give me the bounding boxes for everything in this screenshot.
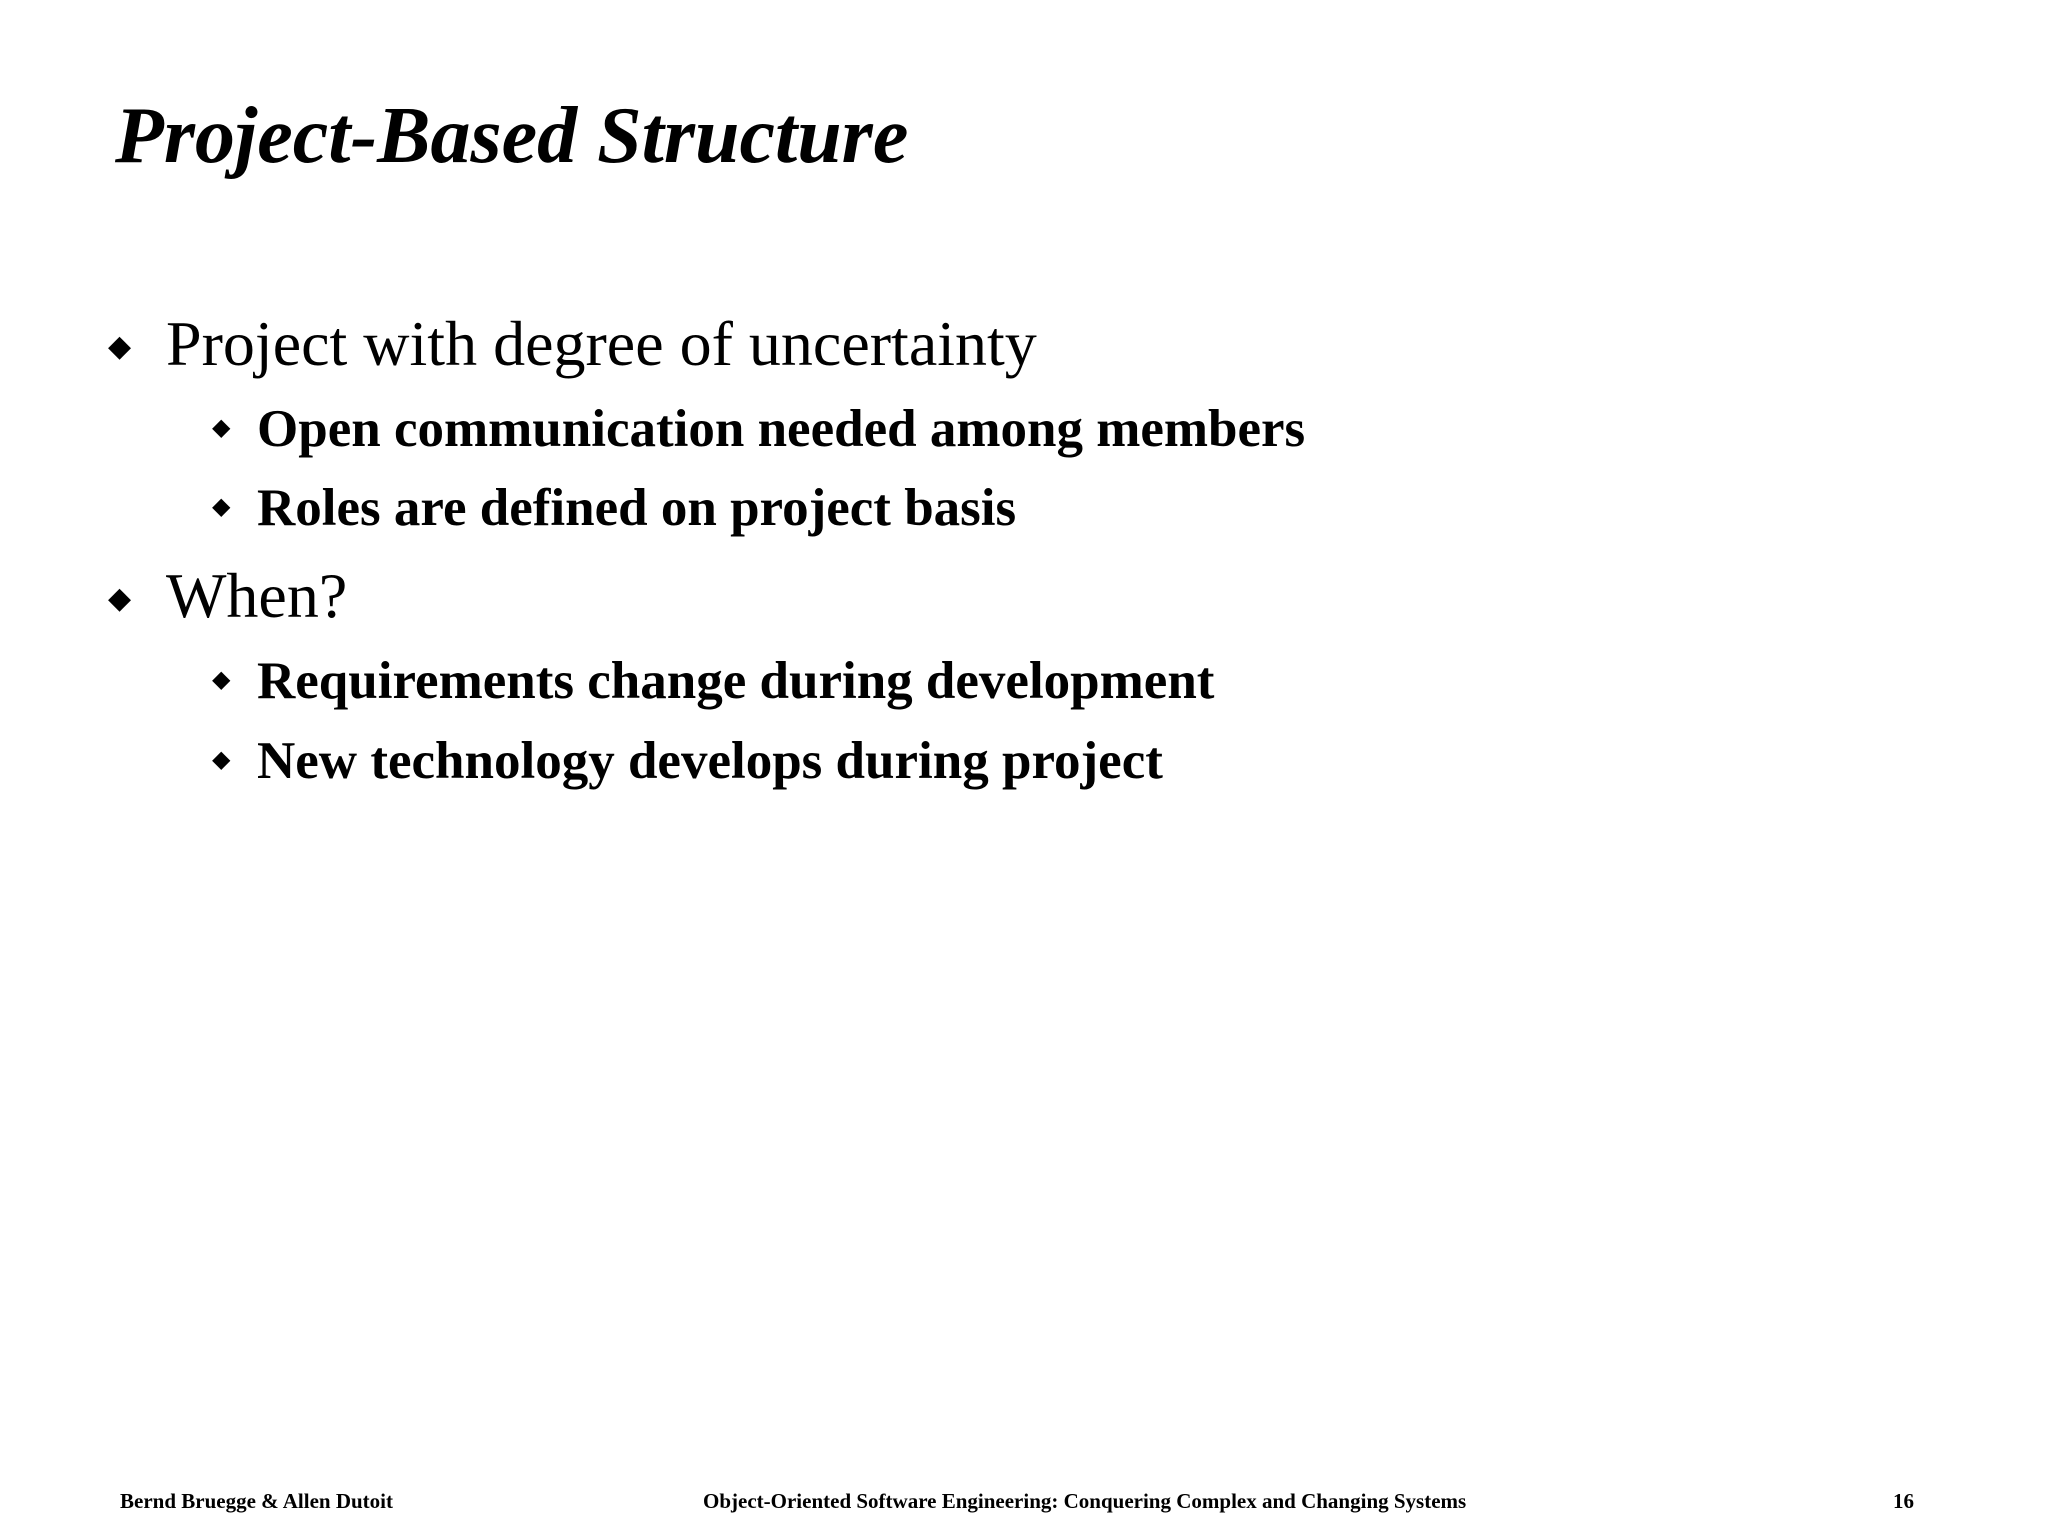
sub-bullet-text: Requirements change during development (257, 652, 1215, 710)
footer-book-title: Object-Oriented Software Engineering: Conquering Complex and Changing Systems (703, 1489, 1467, 1513)
diamond-sub-bullet-icon: ◆ (212, 667, 231, 693)
bullet-text: Project with degree of uncertainty (166, 308, 1037, 379)
diamond-sub-bullet-icon: ◆ (212, 415, 231, 441)
sub-bullet-text: Open communication needed among members (257, 400, 1306, 458)
diamond-sub-bullet-icon: ◆ (212, 494, 231, 520)
bullet-text: When? (166, 560, 348, 631)
footer-page-number: 16 (1893, 1489, 1914, 1513)
sub-bullet-text: Roles are defined on project basis (257, 479, 1017, 537)
footer-authors: Bernd Bruegge & Allen Dutoit (120, 1489, 393, 1513)
diamond-bullet-icon: ◆ (108, 582, 132, 615)
sub-bullet-text: New technology develops during project (257, 732, 1163, 790)
slide-title: Project-Based Structure (115, 92, 909, 180)
diamond-sub-bullet-icon: ◆ (212, 747, 231, 773)
diamond-bullet-icon: ◆ (108, 330, 132, 363)
